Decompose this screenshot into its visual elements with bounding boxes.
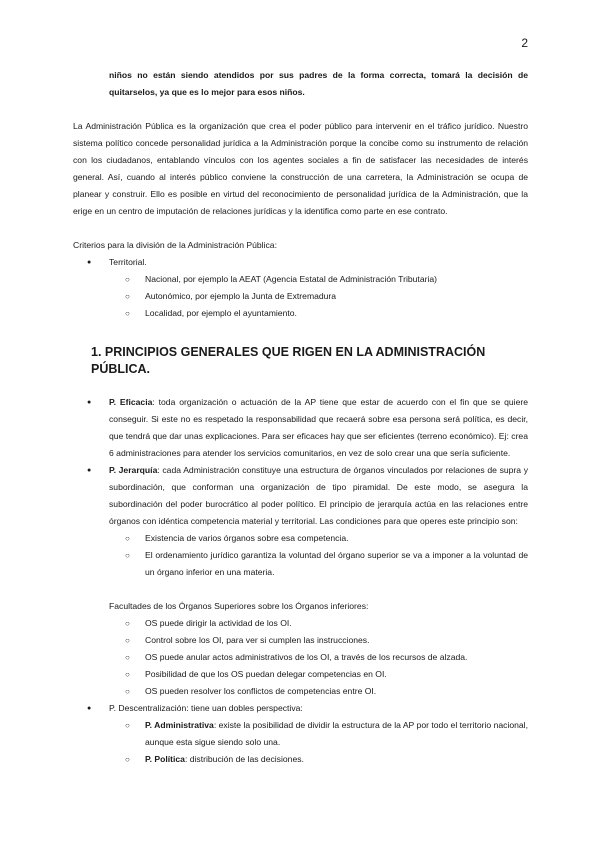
intro-paragraph: La Administración Pública es la organización que crea el poder público para intervenir en el tráfico jurídico. Nuestro sistema político concede personalidad jurídica a la Administración porque la concibe como su instrumento de relación con los ciudadanos, entablando vínculos con los agentes sociales a fin de satisfacer las necesidades de interés general. Así, cuando al interés público conviene la construcción de una carretera, la Administración se ocupa de planear y construir. Ello es posible en virtud del reconocimiento de personalidad jurídica de la Administración, que la erige en un centro de imputación de relaciones jurídicas y la identifica como parte en ese contrato. <box>73 121 528 216</box>
list-item <box>73 462 528 700</box>
list-item: ○ Autonómico, por ejemplo la Junta de Extremadura <box>109 288 528 305</box>
facultades-heading: Facultades de los Órganos Superiores sobre los Órganos inferiores: <box>109 601 369 611</box>
continuation-paragraph: niños no están siendo atendidos por sus padres de la forma correcta, tomará la decisión de quitarselos, ya que es lo mejor para esos niños. <box>109 70 528 97</box>
subprinciple-label: P. Administrativa <box>145 720 214 730</box>
descentralizacion-list <box>109 717 528 768</box>
criteria-main: Territorial. <box>109 257 147 267</box>
list-item: ○ Existencia de varios órganos sobre esa competencia. <box>109 530 528 547</box>
list-item <box>109 717 528 751</box>
criteria-heading: Criterios para la división de la Administración Pública: <box>73 240 277 250</box>
subprinciple-label: P. Política <box>145 754 185 764</box>
principle-label: P. Eficacia <box>109 397 153 407</box>
principle-text: : toda organización o actuación de la AP tiene que estar de acuerdo con el fin que se quiere conseguir. Si este no es respetado la responsabilidad que recaerá sobre esa persona será política, es decir, que tendrá que dar unas explicaciones. Para ser eficaces hay que ser eficientes (terreno económico). Ej: crea 6 administraciones para atender los servicios comunitarios, en vez de solo crear una que sería suficiente. <box>109 397 529 458</box>
principle-label: P. Jerarquía <box>109 465 158 475</box>
criteria-list <box>73 254 528 271</box>
list-item: ○ Control sobre los OI, para ver si cumplen las instrucciones. <box>109 632 528 649</box>
list-item: ○ Nacional, por ejemplo la AEAT (Agencia Estatal de Administración Tributaria) <box>109 271 528 288</box>
principle-text: P. Descentralización: tiene uan dobles perspectiva: <box>109 703 303 713</box>
page-content <box>73 67 528 768</box>
subprinciple-text: : distribución de las decisiones. <box>184 754 304 764</box>
conditions-list <box>109 530 528 581</box>
list-item: ○ OS pueden resolver los conflictos de competencias entre OI. <box>109 683 528 700</box>
list-item <box>73 254 528 271</box>
list-item: ○ OS puede anular actos administrativos de los OI, a través de los recursos de alzada. <box>109 649 528 666</box>
list-item: ○ OS puede dirigir la actividad de los OI. <box>109 615 528 632</box>
criteria-section <box>73 237 528 322</box>
list-item: ○ Localidad, por ejemplo el ayuntamiento. <box>109 305 528 322</box>
section-title: 1. PRINCIPIOS GENERALES QUE RIGEN EN LA ADMINISTRACIÓN PÚBLICA. <box>91 345 486 376</box>
subprinciple-text: : existe la posibilidad de dividir la estructura de la AP por todo el territorio nacional, aunque esta sigue siendo solo una. <box>145 720 528 747</box>
page-number: 2 <box>521 36 528 50</box>
list-item: ○ Posibilidad de que los OS puedan delegar competencias en OI. <box>109 666 528 683</box>
facultades-list <box>109 615 528 700</box>
principle-text: : cada Administración constituye una estructura de órganos vinculados por relaciones de supra y subordinación, que conforman una organización de tipo piramidal. De este modo, se asegura la subordinación del poder burocrático al poder político. El principio de jerarquía actúa en las relaciones entre órganos con idéntica competencia material y territorial. Las condiciones para que operes este principio son: <box>109 465 529 526</box>
list-item: ○ El ordenamiento jurídico garantiza la voluntad del órgano superior se va a imponer a la voluntad de un órgano inferior en una materia. <box>109 547 528 581</box>
principles-list <box>73 394 528 768</box>
list-item <box>73 394 528 462</box>
criteria-sublist <box>73 271 528 322</box>
list-item <box>109 751 528 768</box>
list-item <box>73 700 528 768</box>
